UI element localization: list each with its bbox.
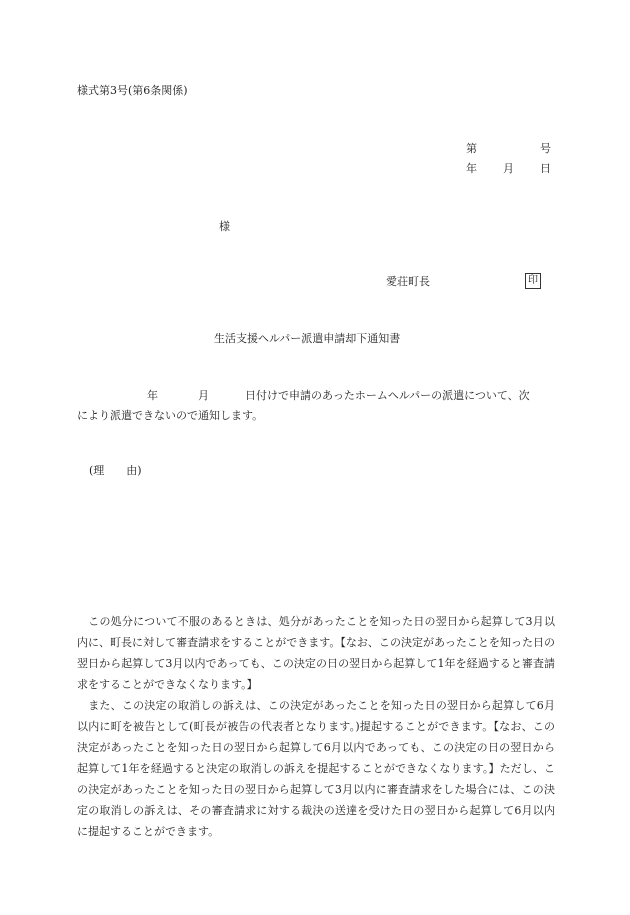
intro-line1: 日付けで申請のあったホームヘルパーの派遣について、次 (245, 389, 530, 402)
seal-mark: 印 (525, 273, 541, 289)
sender-name: 愛荘町長 (386, 275, 430, 288)
intro-month: 月 (198, 389, 209, 402)
form-label: 様式第3号(第6条関係) (77, 84, 188, 97)
intro-year: 年 (147, 389, 158, 402)
recipient-honorific: 様 (219, 220, 230, 233)
document-title: 生活支援ヘルパー派遣申請却下通知書 (214, 332, 401, 345)
notice-paragraph-2: また、この決定の取消しの訴えは、この決定があったことを知った日の翌日から起算して6月以内に町を被告として(町長が被告の代表者となります。)提起することができます。【なお、この決定があったことを知った日の翌日から起算して6月以内であっても、この決定の日の翌日から起算して1年を経過すると決定の取消しの訴えを提起することができなくなります。】ただし、この決定があったことを知った日の翌日から起算して3月以内に審査請求をした場合には、この決定の取消しの訴えは、その審査請求に対する裁決の送達を受けた日の翌日から起算して6月以内に提起することができます。 (77, 699, 555, 838)
date-year: 年 (466, 162, 477, 175)
intro-line2: により派遣できないので通知します。 (77, 409, 264, 422)
reason-label: (理 由) (89, 464, 142, 477)
date-month: 月 (503, 162, 514, 175)
doc-number-prefix: 第 (466, 142, 477, 155)
doc-number-suffix: 号 (540, 142, 551, 155)
date-day: 日 (540, 162, 551, 175)
notice-paragraph-1: この処分について不服のあるときは、処分があったことを知った日の翌日から起算して3月以内に、町長に対して審査請求をすることができます。【なお、この決定があったことを知った日の翌日から起算して3月以内であっても、この決定の日の翌日から起算して1年を経過すると審査請求をすることができなくなります。】 (77, 615, 555, 691)
